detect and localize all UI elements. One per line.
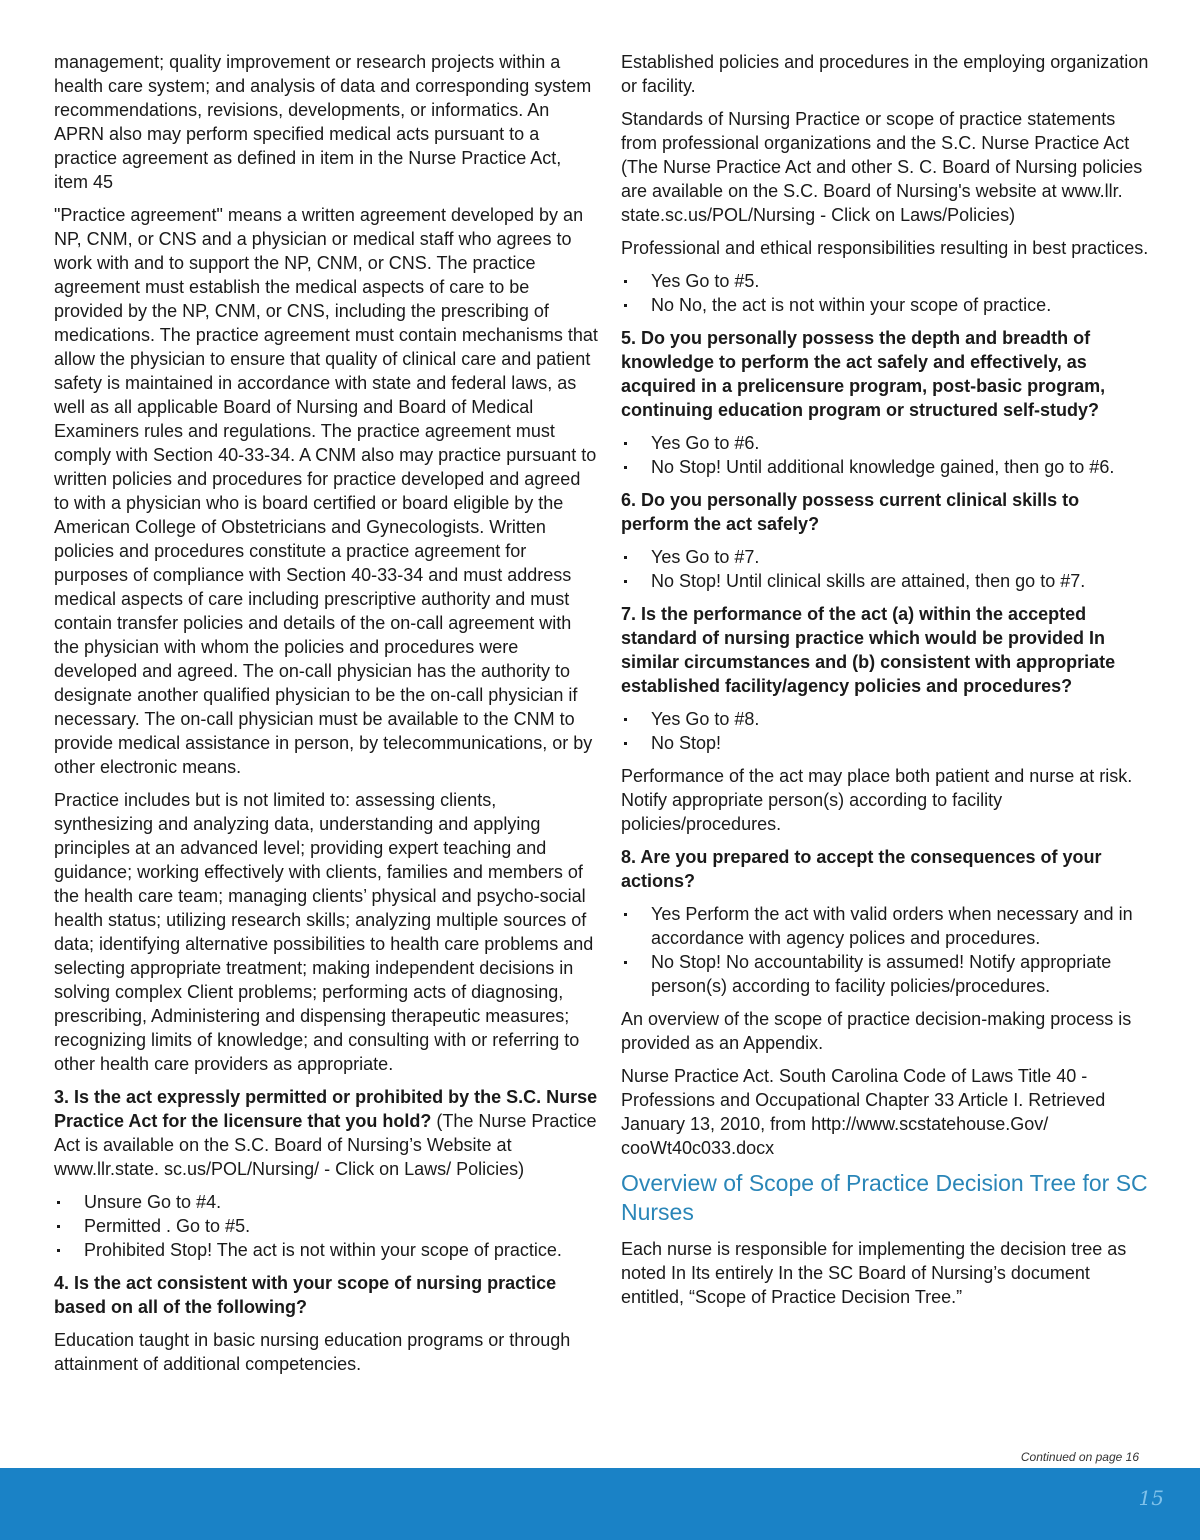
left-column [54,50,599,1385]
question-7: 7. Is the performance of the act (a) within the accepted standard of nursing practice which would be provided In similar circumstances and (b) consistent with appropriate established facility/agency policies and procedures? [621,604,1116,696]
list-item: No No, the act is not within your scope of practice. [621,293,1151,317]
practice-includes-paragraph: Practice includes but is not limited to: assessing clients, synthesizing and analyzing data, understanding and applying principles at an advanced level; providing expert teaching and guidance; working effectively with clients, families and members of the health care team; managing clients’ physical and psycho-social health status; utilizing research skills; analyzing multiple sources of data; identifying alternative possibilities to health care problems and selecting appropriate treatment; making independent decisions in solving complex Client problems; performing acts of diagnosing, prescribing, Administering and dispensing therapeutic measures; recognizing limits of knowledge; and consulting with or referring to other health care providers as appropriate. [54,790,594,1074]
question-3-title: 3. Is the act expressly permitted or prohibited by the S.C. Nurse Practice Act for the licensure that you hold? [54,1087,598,1131]
practice-agreement-paragraph: "Practice agreement" means a written agreement developed by an NP, CNM, or CNS and a physician or medical staff who agrees to work with and to support the NP, CNM, or CNS. The practice agreement must establish the medical aspects of care to be provided by the NP, CNM, or CNS, including the prescribing of medications. The practice agreement must contain mechanisms that allow the physician to ensure that quality of clinical care and patient safety is maintained in accordance with state and federal laws, as well as all applicable Board of Nursing and Board of Medical Examiners rules and regulations. The practice agreement must comply with Section 40-33-34. A CNM also may practice pursuant to written policies and procedures for practice developed and agreed to with a physician who is board certified or board eligible by the American College of Obstetricians and Gynecologists. Written policies and procedures constitute a practice agreement for purposes of compliance with Section 40-33-34 and must address medical aspects of care including prescriptive authority and must contain transfer policies and details of the on-call agreement with the physician with whom the policies and procedures were developed and agreed. The on-call physician has the authority to designate another qualified physician to be the on-call physician if necessary. The on-call physician must be available to the CNM to provide medical assistance in person, by telecommunications, or by other electronic means. [54,205,598,777]
question-3 [54,1085,599,1181]
aprn-paragraph: management; quality improvement or research projects within a health care system; and analysis of data and corresponding system recommendations, revisions, developments, or informatics. An APRN also may perform specified medical acts pursuant to a practice agreement as defined in item in the Nurse Practice Act, item 45 [54,52,592,192]
question-6-options [621,545,1151,593]
education-paragraph: Education taught in basic nursing education programs or through attainment of additional competencies. [54,1330,571,1374]
list-item: Yes Perform the act with valid orders when necessary and in accordance with agency polices and procedures. [621,902,1151,950]
continued-note: Continued on page 16 [1020,1450,1139,1464]
question-3-options [54,1190,599,1262]
list-item: Yes Go to #7. [621,545,1151,569]
list-item: No Stop! [621,731,1151,755]
list-item: Prohibited Stop! The act is not within your scope of practice. [54,1238,599,1262]
list-item: No Stop! No accountability is assumed! Notify appropriate person(s) according to facility policies/procedures. [621,950,1151,998]
ethics-paragraph: Professional and ethical responsibilities resulting in best practices. [621,238,1149,258]
right-column [621,50,1151,1318]
footer-bar [0,1468,1200,1540]
list-item: Yes Go to #6. [621,431,1151,455]
question-8: 8. Are you prepared to accept the consequences of your actions? [621,847,1102,891]
question-3-note: (The Nurse Practice Act is available on the S.C. Board of Nursing’s Website at www.llr.state. sc.us/POL/Nursing/ - Click on Laws/ Policies) [54,1111,597,1179]
question-5: 5. Do you personally possess the depth and breadth of knowledge to perform the act safely and effectively, as acquired in a prelicensure program, post-basic program, continuing education program or structured self-study? [621,328,1106,420]
question-4: 4. Is the act consistent with your scope of nursing practice based on all of the following? [54,1273,557,1317]
standards-paragraph: Standards of Nursing Practice or scope of practice statements from professional organizations and the S.C. Nurse Practice Act (The Nurse Practice Act and other S. C. Board of Nursing policies are available on the S.C. Board of Nursing's website at www.llr. state.sc.us/POL/Nursing - Click on Laws/Policies) [621,109,1143,225]
decision-tree-paragraph: Each nurse is responsible for implementing the decision tree as noted In Its entirely In the SC Board of Nursing’s document entitled, “Scope of Practice Decision Tree.” [621,1239,1127,1307]
overview-paragraph: An overview of the scope of practice decision-making process is provided as an Appendix. [621,1009,1132,1053]
risk-paragraph: Performance of the act may place both patient and nurse at risk. Notify appropriate person(s) according to facility policies/procedures. [621,766,1133,834]
list-item: Yes Go to #8. [621,707,1151,731]
list-item: Unsure Go to #4. [54,1190,599,1214]
question-4-options [621,269,1151,317]
question-8-options [621,902,1151,998]
list-item: No Stop! Until additional knowledge gained, then go to #6. [621,455,1151,479]
question-7-options [621,707,1151,755]
policies-paragraph: Established policies and procedures in the employing organization or facility. [621,52,1149,96]
list-item: Permitted . Go to #5. [54,1214,599,1238]
list-item: No Stop! Until clinical skills are attained, then go to #7. [621,569,1151,593]
question-5-options [621,431,1151,479]
citation-paragraph: Nurse Practice Act. South Carolina Code of Laws Title 40 - Professions and Occupational Chapter 33 Article I. Retrieved January 13, 2010, from http://www.scstatehouse.Gov/ cooWt40c033.docx [621,1066,1106,1158]
question-6: 6. Do you personally possess current clinical skills to perform the act safely? [621,490,1080,534]
list-item: Yes Go to #5. [621,269,1151,293]
page-number: 15 [1138,1486,1164,1510]
section-heading: Overview of Scope of Practice Decision Tree for SC Nurses [621,1170,1148,1225]
